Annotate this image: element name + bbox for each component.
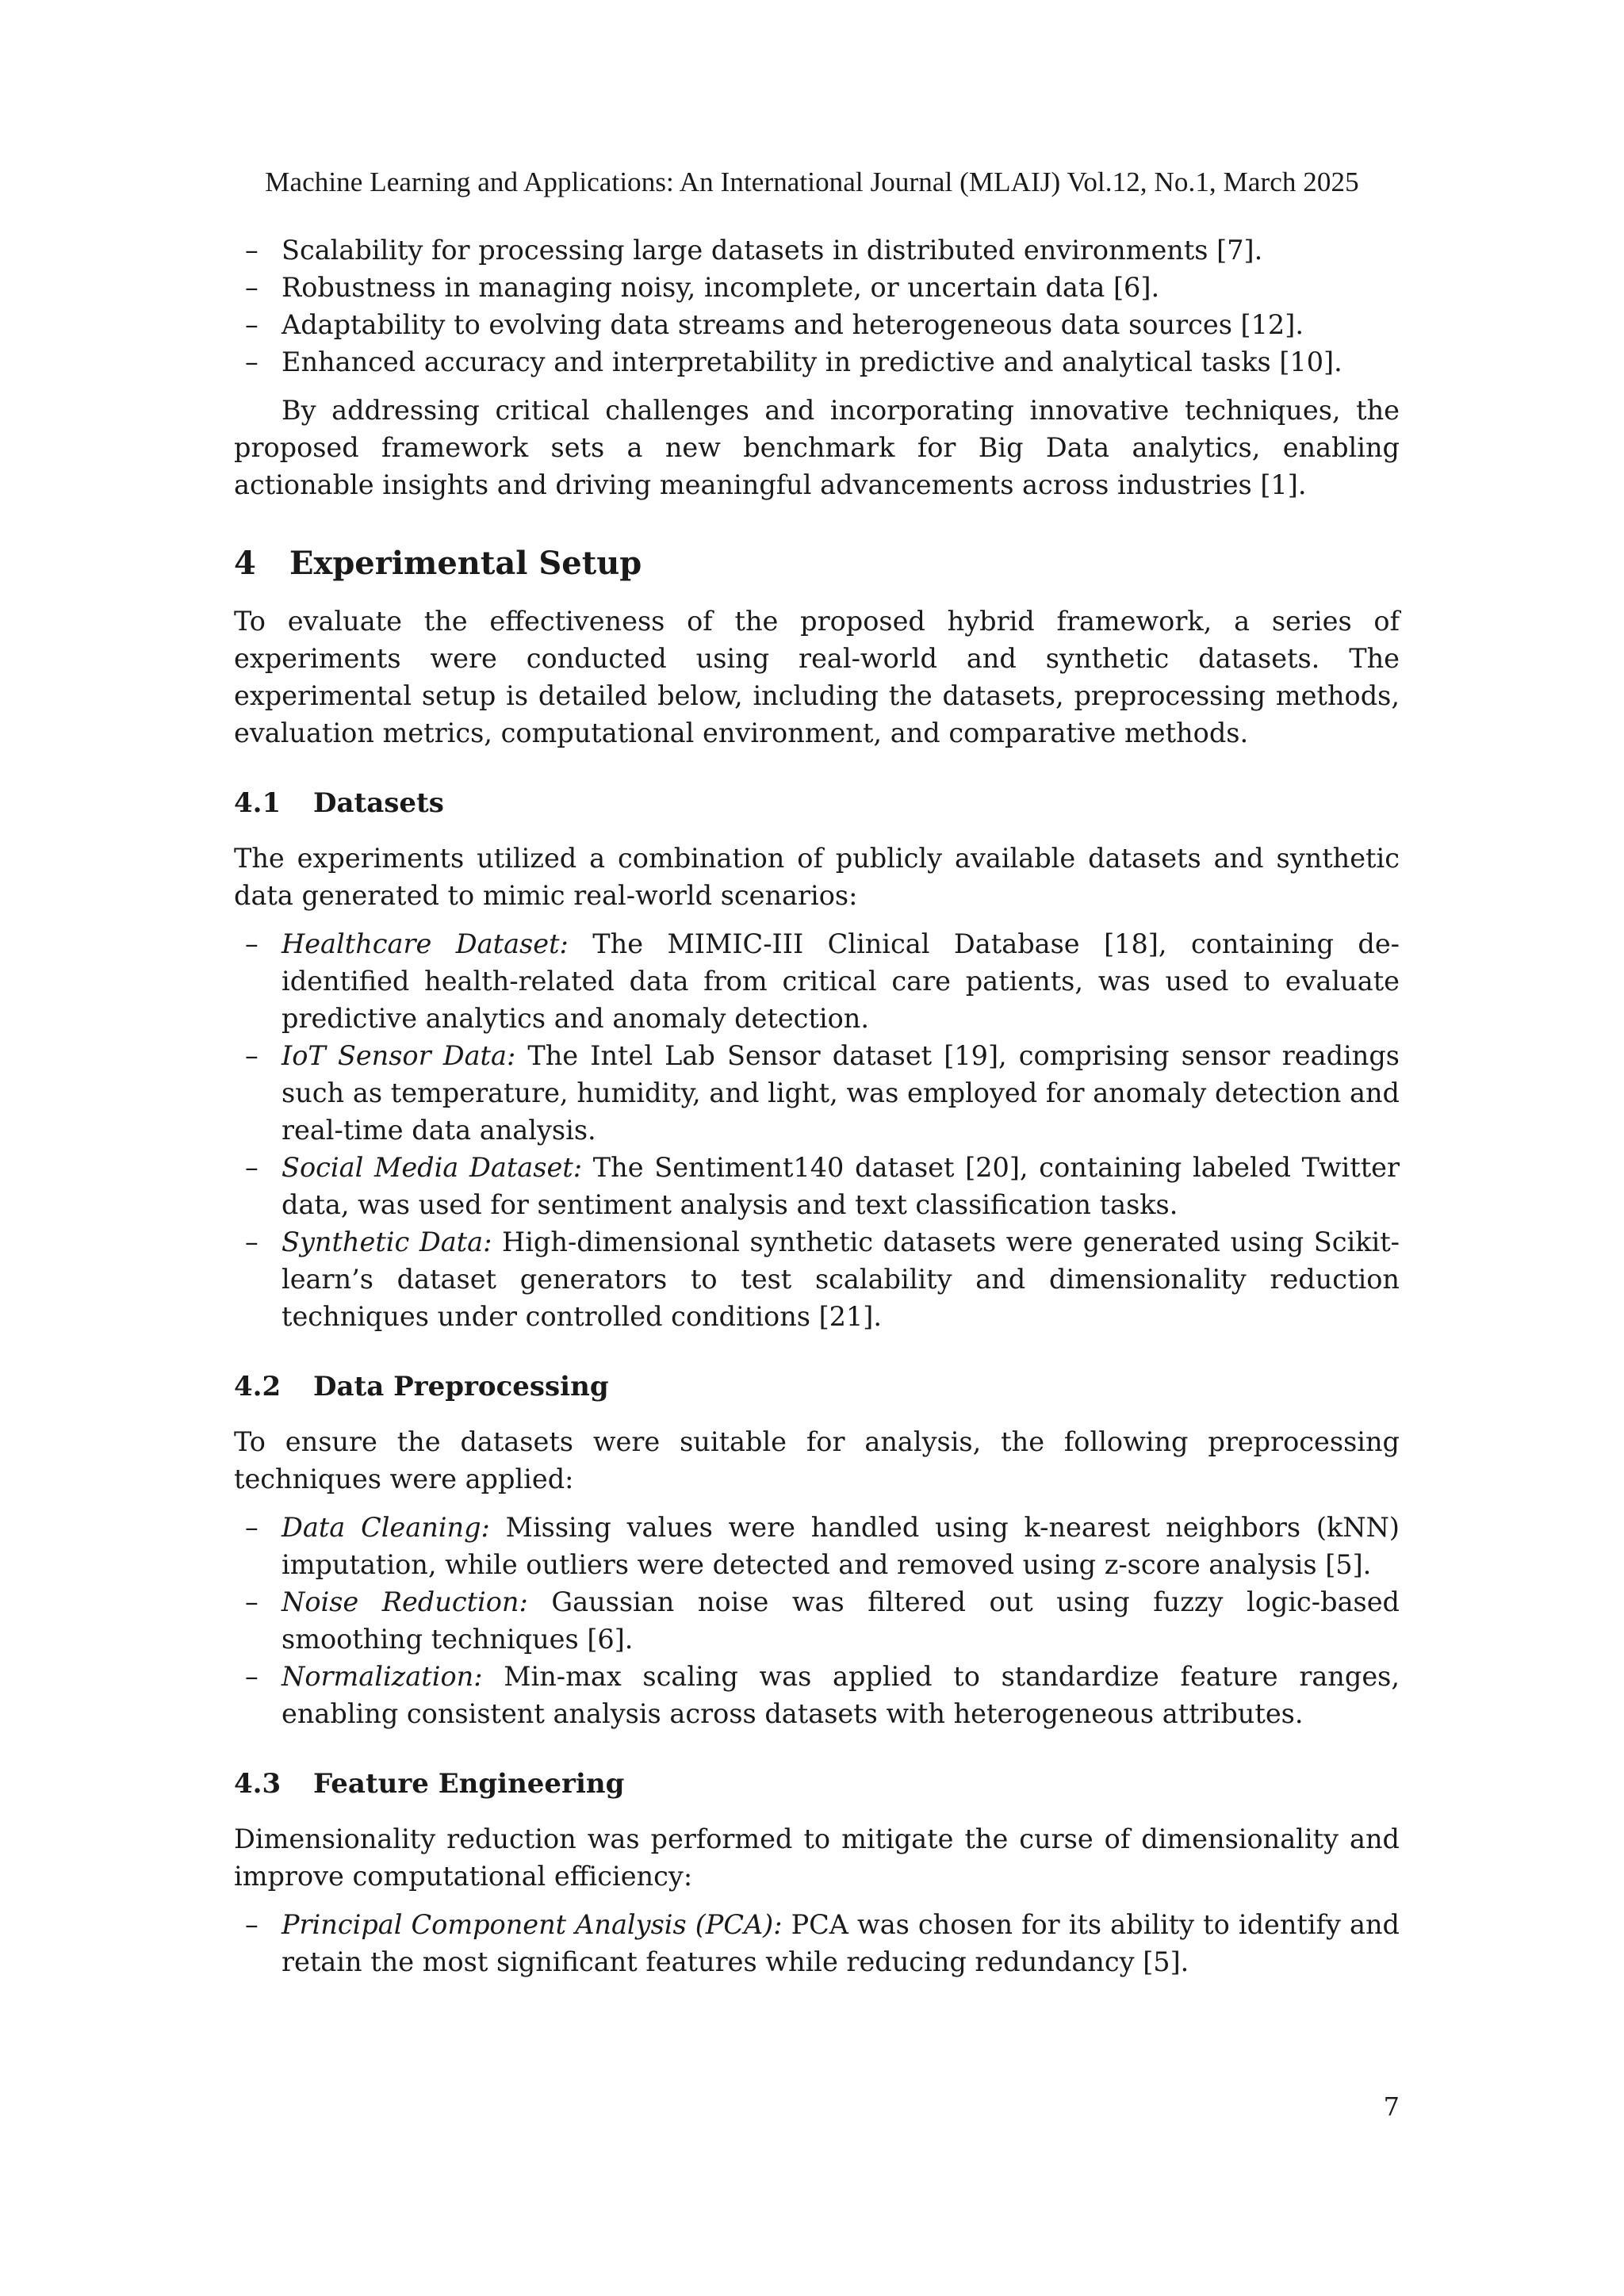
- section-4-paragraph: To evaluate the effectiveness of the proposed hybrid framework, a series of experiments were conducted using real-world and synthetic datasets. The experimental setup is detailed below, including the datasets, preprocessing methods, evaluation metrics, computational environment, and comparative methods.: [234, 606, 1400, 748]
- dash-bullet: –: [245, 1512, 259, 1543]
- subsection-number: 4.3: [234, 1768, 282, 1800]
- list-item: – Social Media Dataset: The Sentiment140 dataset [20], containing labeled Twitter data, was used for sentiment analysis and text classification tasks.: [234, 1149, 1400, 1223]
- list-item: – Adaptability to evolving data streams and heterogeneous data sources [12].: [234, 306, 1400, 343]
- list-item: – IoT Sensor Data: The Intel Lab Sensor dataset [19], comprising sensor readings such as temperature, humidity, and light, was employed for anomaly detection and real-time data analysis.: [234, 1037, 1400, 1149]
- list-item: – Data Cleaning: Missing values were handled using k-nearest neighbors (kNN) imputation, while outliers were detected and removed using z-score analysis [5].: [234, 1509, 1400, 1583]
- subsection-number: 4.1: [234, 787, 282, 819]
- list-item: – Scalability for processing large datasets in distributed environments [7].: [234, 232, 1400, 269]
- dash-bullet: –: [245, 928, 259, 959]
- subsection-4-3-paragraph: Dimensionality reduction was performed to mitigate the curse of dimensionality and improve computational efficiency:: [234, 1823, 1400, 1892]
- subsection-4-1-heading: [234, 785, 1400, 822]
- subsection-title: Datasets: [313, 787, 444, 819]
- subsection-title: Feature Engineering: [313, 1768, 625, 1800]
- dash-bullet: –: [245, 1586, 259, 1617]
- dash-bullet: –: [245, 1909, 259, 1940]
- dash-bullet: –: [245, 309, 259, 340]
- feature-engineering-list: [234, 1906, 1400, 1980]
- page-number: 7: [1383, 2091, 1400, 2122]
- preprocessing-list: [234, 1509, 1400, 1732]
- list-item: – Synthetic Data: High-dimensional synthetic datasets were generated using Scikit-learn’s dataset generators to test scalability and dimensionality reduction techniques under controlled conditions [21].: [234, 1223, 1400, 1335]
- running-header: Machine Learning and Applications: An International Journal (MLAIJ) Vol.12, No.1, March 2025: [265, 166, 1359, 197]
- list-item: – Normalization: Min-max scaling was applied to standardize feature ranges, enabling consistent analysis across datasets with heterogeneous attributes.: [234, 1658, 1400, 1732]
- dash-bullet: –: [245, 235, 259, 266]
- subsection-4-2-paragraph: To ensure the datasets were suitable for analysis, the following preprocessing techniques were applied:: [234, 1426, 1400, 1494]
- list-item: – Principal Component Analysis (PCA): PCA was chosen for its ability to identify and retain the most significant features while reducing redundancy [5].: [234, 1906, 1400, 1980]
- subsection-4-3-heading: [234, 1766, 1400, 1803]
- dash-bullet: –: [245, 1152, 259, 1183]
- intro-bullet-list: [234, 232, 1400, 381]
- subsection-4-2-heading: [234, 1368, 1400, 1406]
- dash-bullet: –: [245, 272, 259, 303]
- page-content: [234, 232, 1400, 1980]
- list-item: – Robustness in managing noisy, incomplete, or uncertain data [6].: [234, 269, 1400, 306]
- section-title: Experimental Setup: [289, 545, 642, 582]
- subsection-number: 4.2: [234, 1371, 282, 1402]
- intro-paragraph: By addressing critical challenges and incorporating innovative techniques, the proposed framework sets a new benchmark for Big Data analytics, enabling actionable insights and driving meaningful advancements across industries [1].: [234, 395, 1400, 500]
- subsection-4-1-paragraph: The experiments utilized a combination of publicly available datasets and synthetic data generated to mimic real-world scenarios:: [234, 843, 1400, 911]
- dash-bullet: –: [245, 346, 259, 377]
- dash-bullet: –: [245, 1661, 259, 1692]
- dash-bullet: –: [245, 1226, 259, 1257]
- dash-bullet: –: [245, 1040, 259, 1071]
- list-item: – Healthcare Dataset: The MIMIC-III Clinical Database [18], containing de-identified health-related data from critical care patients, was used to evaluate predictive analytics and anomaly detection.: [234, 925, 1400, 1037]
- section-number: 4: [234, 545, 256, 582]
- list-item: – Enhanced accuracy and interpretability in predictive and analytical tasks [10].: [234, 343, 1400, 381]
- section-4-heading: [234, 543, 1400, 584]
- list-item: – Noise Reduction: Gaussian noise was filtered out using fuzzy logic-based smoothing techniques [6].: [234, 1583, 1400, 1658]
- subsection-title: Data Preprocessing: [313, 1371, 609, 1402]
- datasets-list: [234, 925, 1400, 1335]
